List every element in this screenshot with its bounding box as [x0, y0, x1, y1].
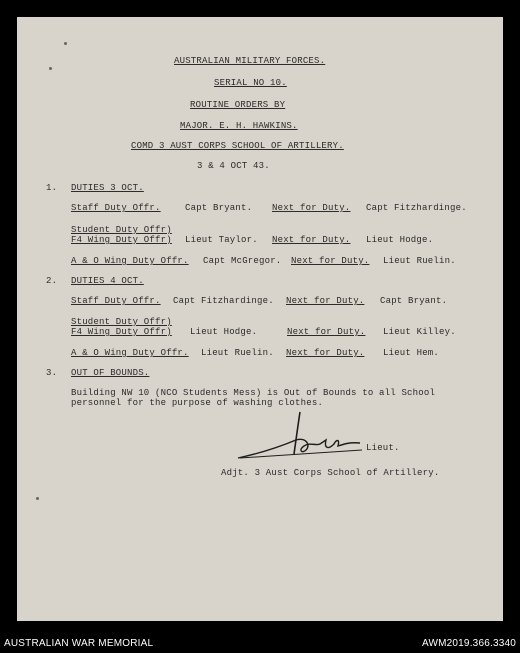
header-line-6: 3 & 4 OCT 43. — [197, 161, 270, 171]
punch-hole — [36, 497, 39, 500]
punch-hole — [49, 67, 52, 70]
next-for-duty-label: Next for Duty. — [272, 203, 351, 213]
section-title: DUTIES 3 OCT. — [71, 183, 144, 193]
duty-officer: Lieut Taylor. — [185, 235, 258, 245]
duty-role: Staff Duty Offr. — [71, 296, 161, 306]
signature-title: Adjt. 3 Aust Corps School of Artillery. — [221, 468, 440, 478]
next-for-duty-label: Next for Duty. — [286, 348, 365, 358]
duty-role: A & O Wing Duty Offr. — [71, 256, 189, 266]
section-title: OUT OF BOUNDS. — [71, 368, 150, 378]
duty-officer: Capt McGregor. — [203, 256, 282, 266]
duty-role: A & O Wing Duty Offr. — [71, 348, 189, 358]
next-officer: Capt Bryant. — [380, 296, 448, 306]
footer-institution: AUSTRALIAN WAR MEMORIAL — [4, 638, 154, 649]
section-number: 2. — [46, 276, 58, 286]
next-for-duty-label: Next for Duty. — [291, 256, 370, 266]
next-officer: Lieut Ruelin. — [383, 256, 456, 266]
handwritten-signature — [236, 410, 376, 465]
header-line-4: MAJOR. E. H. HAWKINS. — [180, 121, 298, 131]
body-text: Building NW 10 (NCO Students Mess) is Out of Bounds to all School — [71, 388, 436, 398]
duty-role: Student Duty Offr) — [71, 225, 172, 235]
next-officer: Lieut Killey. — [383, 327, 456, 337]
duty-role: F4 Wing Duty Offr) — [71, 235, 172, 245]
header-line-3: ROUTINE ORDERS BY — [190, 100, 286, 110]
duty-officer: Capt Bryant. — [185, 203, 253, 213]
section-number: 3. — [46, 368, 58, 378]
duty-role: Student Duty Offr) — [71, 317, 172, 327]
header-line-5: COMD 3 AUST CORPS SCHOOL OF ARTILLERY. — [131, 141, 344, 151]
header-line-1: AUSTRALIAN MILITARY FORCES. — [174, 56, 326, 66]
next-officer: Lieut Hodge. — [366, 235, 434, 245]
body-text: personnel for the purpose of washing clothes. — [71, 398, 324, 408]
duty-officer: Lieut Ruelin. — [201, 348, 274, 358]
duty-role: Staff Duty Offr. — [71, 203, 161, 213]
next-for-duty-label: Next for Duty. — [287, 327, 366, 337]
punch-hole — [64, 42, 67, 45]
duty-officer: Capt Fitzhardinge. — [173, 296, 274, 306]
signature-rank: Lieut. — [366, 443, 400, 453]
section-title: DUTIES 4 OCT. — [71, 276, 144, 286]
duty-role: F4 Wing Duty Offr) — [71, 327, 172, 337]
next-officer: Capt Fitzhardinge. — [366, 203, 467, 213]
footer-accession-number: AWM2019.366.3340 — [421, 638, 516, 649]
duty-officer: Lieut Hodge. — [190, 327, 258, 337]
header-line-2: SERIAL NO 10. — [214, 78, 287, 88]
next-for-duty-label: Next for Duty. — [286, 296, 365, 306]
next-for-duty-label: Next for Duty. — [272, 235, 351, 245]
section-number: 1. — [46, 183, 58, 193]
next-officer: Lieut Hem. — [383, 348, 440, 358]
